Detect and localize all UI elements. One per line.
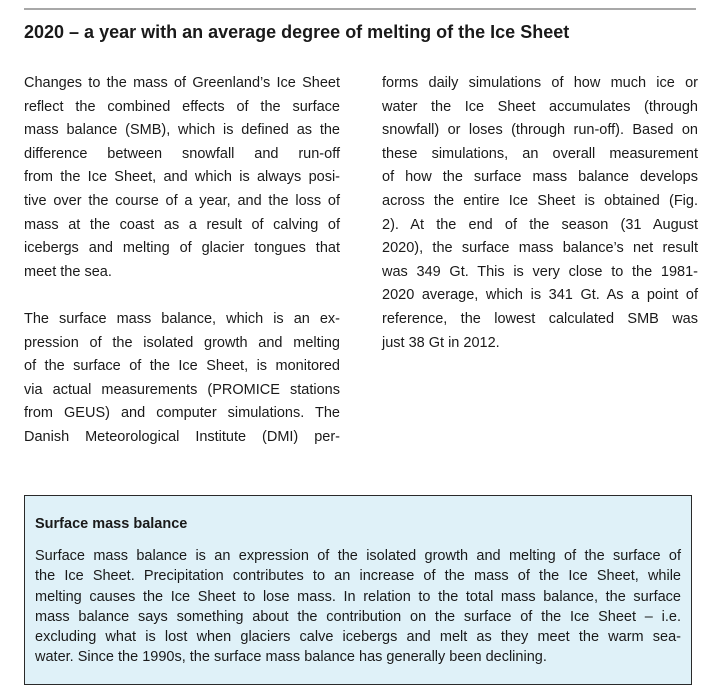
text-line: Danish Meteorological Institute (DMI) per- — [24, 428, 340, 445]
text-line: difference between snowfall and run-off — [24, 145, 340, 162]
text-line: reference, the lowest calculated SMB was — [382, 310, 698, 327]
text-line: forms daily simulations of how much ice or — [382, 75, 698, 91]
text-line: The surface mass balance, which is an ex- — [24, 310, 340, 327]
text-line: icebergs and melting of glacier tongues that — [24, 240, 340, 257]
page-title: 2020 – a year with an average degree of melting of the Ice Sheet — [24, 22, 570, 42]
left-paragraph-2 — [24, 308, 340, 450]
right-paragraph-1 — [382, 72, 698, 355]
text-line: just 38 Gt in 2012. — [382, 334, 500, 351]
text-line: was 349 Gt. This is very close to the 1981- — [382, 263, 698, 280]
text-line: meet the sea. — [24, 263, 112, 280]
right-column — [382, 72, 698, 355]
text-line: mass balance (SMB), which is defined as the — [24, 122, 340, 139]
text-line: Surface mass balance is an expression of the isolated growth and melting of the surface of — [35, 548, 681, 564]
text-line: mass at the coast as a result of calving of — [24, 216, 340, 233]
text-line: these simulations, an overall measurement — [382, 145, 698, 162]
text-line: melting causes the Ice Sheet to lose mass. In relation to the total mass balance, the surface — [35, 588, 681, 605]
text-line: via actual measurements (PROMICE stations — [24, 381, 340, 398]
text-line: pression of the isolated growth and melting — [24, 334, 340, 351]
text-line: reflect the combined effects of the surface — [24, 98, 340, 115]
text-line: 2020 average, which is 341 Gt. As a point of — [382, 287, 698, 304]
text-line: the Ice Sheet. Precipitation contributes to an increase of the mass of the Ice Sheet, while — [35, 568, 681, 585]
text-line: from the Ice Sheet, and which is always posi- — [24, 169, 340, 186]
text-line: of how the surface mass balance develops — [382, 169, 698, 186]
text-line: tive over the course of a year, and the loss of — [24, 192, 340, 209]
info-box-text — [35, 546, 681, 668]
top-divider — [24, 8, 696, 10]
text-line: Changes to the mass of Greenland’s Ice Sheet — [24, 75, 340, 91]
text-line: of the surface of the Ice Sheet, is monitored — [24, 358, 340, 375]
paragraph-gap — [24, 284, 340, 308]
left-column — [24, 72, 340, 450]
left-paragraph-1 — [24, 72, 340, 284]
text-line: snowfall) or loses (through run-off). Based on — [382, 122, 698, 139]
text-line: 2). At the end of the season (31 August — [382, 216, 698, 233]
info-box — [24, 495, 692, 685]
info-box-title: Surface mass balance — [35, 516, 188, 532]
text-line: excluding what is lost when glaciers calve icebergs and melt as they meet the warm sea- — [35, 629, 681, 646]
text-line: mass balance says something about the contribution on the surface of the Ice Sheet – i.e. — [35, 608, 681, 625]
text-line: water. Since the 1990s, the surface mass balance has generally been declining. — [35, 649, 547, 666]
text-line: water the Ice Sheet accumulates (through — [382, 98, 698, 115]
text-line: 2020), the surface mass balance’s net result — [382, 240, 698, 257]
text-line: across the entire Ice Sheet is obtained (Fig. — [382, 192, 698, 209]
text-line: from GEUS) and computer simulations. The — [24, 405, 340, 422]
